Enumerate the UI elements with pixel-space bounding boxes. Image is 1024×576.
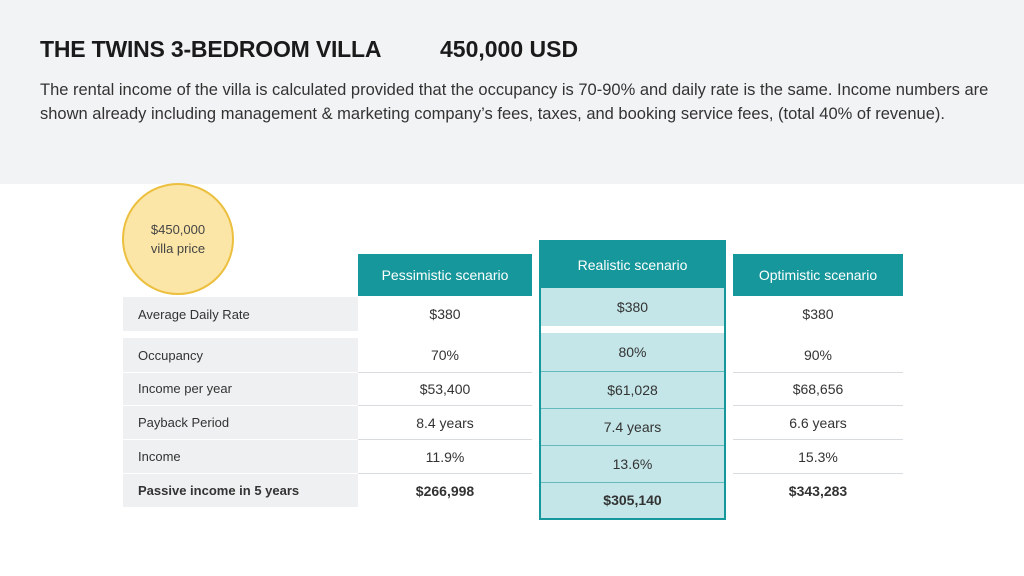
realistic-cell: 13.6% [541, 445, 724, 482]
realistic-cell: 7.4 years [541, 408, 724, 445]
page-title: THE TWINS 3-BEDROOM VILLA [40, 36, 382, 62]
pessimistic-cell: $53,400 [419, 380, 471, 397]
pessimistic-cell: $380 [429, 306, 461, 322]
row-divider [358, 439, 532, 440]
column-header-pessimistic: Pessimistic scenario [358, 254, 532, 296]
optimistic-cell: $380 [802, 306, 834, 322]
optimistic-cell: $68,656 [792, 380, 844, 397]
realistic-cell: 80% [541, 333, 724, 371]
row-divider [123, 439, 358, 440]
pessimistic-cell: $266,998 [415, 482, 475, 499]
column-header-optimistic: Optimistic scenario [733, 254, 903, 296]
row-divider [541, 445, 724, 446]
row-divider [123, 372, 358, 373]
row-divider [541, 482, 724, 483]
optimistic-cell: 15.3% [798, 448, 838, 465]
column-header-realistic: Realistic scenario [541, 242, 724, 288]
row-label: Occupancy [123, 338, 358, 372]
row-divider [358, 473, 532, 474]
pessimistic-cell: 11.9% [425, 448, 465, 465]
description-text: The rental income of the villa is calculated provided that the occupancy is 70-90% and daily rate is the same. Income numbers are shown already including management & marketing company’s fees, taxes, and booking service fees, (total 40% of revenue). [40, 81, 989, 123]
row-label: Income per year [123, 372, 358, 405]
badge-amount: $450,000 [150, 222, 206, 237]
row-divider [733, 405, 903, 406]
row-label: Income [123, 440, 358, 473]
row-divider [123, 473, 358, 474]
optimistic-cell: 6.6 years [789, 414, 847, 431]
row-divider [733, 439, 903, 440]
pessimistic-cell: 70% [430, 347, 460, 363]
badge-caption: villa price [150, 241, 206, 256]
realistic-cell: $61,028 [541, 371, 724, 408]
row-divider [733, 473, 903, 474]
row-label: Average Daily Rate [123, 297, 358, 331]
row-divider [541, 408, 724, 409]
realistic-cell: $380 [541, 288, 724, 326]
row-divider [733, 372, 903, 373]
optimistic-cell: $343,283 [788, 482, 848, 499]
row-label: Payback Period [123, 406, 358, 439]
villa-price-badge [122, 183, 234, 295]
row-divider [541, 371, 724, 372]
row-divider [123, 405, 358, 406]
row-divider [358, 372, 532, 373]
villa-price-heading: 450,000 USD [440, 36, 579, 62]
row-divider [358, 405, 532, 406]
row-label: Passive income in 5 years [123, 474, 358, 507]
optimistic-cell: 90% [803, 347, 833, 363]
realistic-cell: $305,140 [541, 482, 724, 518]
pessimistic-cell: 8.4 years [416, 414, 474, 431]
